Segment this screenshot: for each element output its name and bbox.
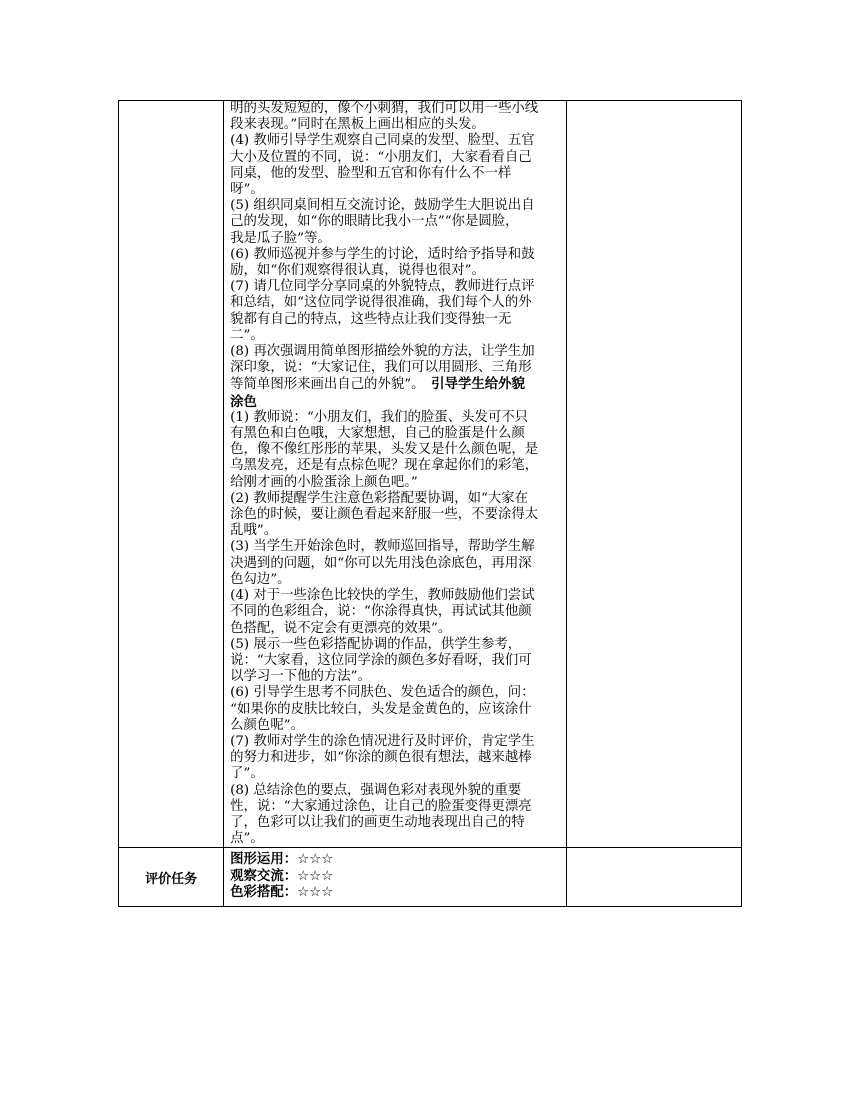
text-line: 么颜色呢”。 [230,717,304,733]
text-line: (6) 引导学生思考不同肤色、发色适合的颜色，问： [230,685,535,701]
text-line: (7) 请几位同学分享同桌的外貌特点，教师进行点评 [230,279,535,295]
process-content-cell [224,101,567,848]
evaluation-item [230,869,562,886]
text-line: 乌黑发亮，还是有点棕色呢？现在拿起你们的彩笔， [230,458,539,474]
text-line: 给刚才画的小脸蛋涂上颜色吧。” [230,474,418,490]
rating-stars[interactable]: ☆☆☆ [297,868,334,884]
text-line: (1) 教师说：“小朋友们，我们的脸蛋、头发可不只 [230,409,529,425]
text-line: (5) 组织同桌间相互交流讨论，鼓励学生大胆说出自 [230,198,535,214]
text-line: 乱哦”。 [230,523,278,539]
text-line: 段来表现。”同时在黑板上画出相应的头发。 [230,117,485,133]
text-line: 色勾边”。 [230,571,291,587]
process-lines [230,101,562,376]
text-line: 励，如“你们观察得很认真，说得也很对”。 [230,263,485,279]
text-line: 性，说：“大家通过涂色，让自己的脸蛋变得更漂亮 [230,798,532,814]
section-heading-part2: 涂色 [230,393,257,410]
text-line: 不同的色彩组合，说：“你涂得真快，再试试其他颜 [230,604,532,620]
text-line: 决遇到的问题，如“你可以先用浅色涂底色，再用深 [230,555,532,571]
text-line: 了，色彩可以让我们的画更生动地表现出自己的特 [230,814,525,830]
section-heading-part1: 引导学生给外貌 [431,376,525,393]
text-line: 貌都有自己的特点，这些特点让我们变得独一无 [230,311,512,327]
text-line: (5) 展示一些色彩搭配协调的作品，供学生参考， [230,636,522,652]
evaluation-item-name: 色彩搭配： [230,885,298,901]
rating-stars[interactable]: ☆☆☆ [297,852,334,868]
text-line: (8) 总结涂色的要点，强调色彩对表现外貌的重要 [230,782,522,798]
text-line: (3) 当学生开始涂色时，教师巡回指导，帮助学生解 [230,539,535,555]
text-line: (8) 再次强调用简单图形描绘外貌的方法，让学生加 [230,344,535,360]
last-process-line: 等简单图形来画出自己的外貌”。 [230,377,418,393]
coloring-lines [230,410,562,847]
text-line: 色，像不像红彤彤的苹果，头发又是什么颜色呢，是 [230,442,539,458]
text-line: (4) 教师引导学生观察自己同桌的发型、脸型、五官 [230,133,535,149]
text-line: 二”。 [230,327,264,343]
text-line: (6) 教师巡视并参与学生的讨论，适时给予指导和鼓 [230,246,535,262]
text-line: “如果你的皮肤比较白，头发是金黄色的，应该涂什 [230,701,532,717]
process-label-cell [119,101,224,848]
text-line: 和总结，如“这位同学说得很准确，我们每个人的外 [230,295,532,311]
lesson-plan-table [118,100,742,907]
text-line: 同桌，他的发型、脸型和五官和你有什么不一样 [230,165,512,181]
text-line: 己的发现，如“你的眼睛比我小一点”“你是圆脸， [230,214,519,230]
text-line: 大小及位置的不同，说：“小朋友们，大家看看自己 [230,149,532,165]
text-line: 深印象，说：“大家记住，我们可以用圆形、三角形 [230,360,532,376]
evaluation-item-name: 图形运用： [230,852,298,868]
text-line: 以学习一下他的方法”。 [230,669,371,685]
text-line: 我是瓜子脸”等。 [230,230,331,246]
text-line: (2) 教师提醒学生注意色彩搭配要协调，如“大家在 [230,490,529,506]
text-line: (7) 教师对学生的涂色情况进行及时评价，肯定学生 [230,733,535,749]
text-line: 的努力和进步，如“你涂的颜色很有想法，越来越棒 [230,750,532,766]
evaluation-items-cell [224,848,567,907]
evaluation-item-name: 观察交流： [230,868,298,884]
process-row [119,101,742,848]
text-line: 呀”。 [230,182,264,198]
evaluation-item [230,852,562,869]
evaluation-label: 评价任务 [119,848,224,907]
text-line: 说：“大家看，这位同学涂的颜色多好看呀，我们可 [230,652,532,668]
evaluation-item [230,885,562,902]
section-heading-line [230,376,562,393]
rating-stars[interactable]: ☆☆☆ [297,885,334,901]
text-line: 有黑色和白色哦，大家想想，自己的脸蛋是什么颜 [230,426,525,442]
text-line: 了”。 [230,766,264,782]
evaluation-notes-cell [566,848,741,907]
text-line: 色搭配，说不定会有更漂亮的效果”。 [230,620,452,636]
text-line: 点”。 [230,831,264,847]
text-line: 涂色的时候，要让颜色看起来舒服一些，不要涂得太 [230,507,539,523]
text-line: 明的头发短短的，像个小刺猬，我们可以用一些小线 [230,101,539,116]
evaluation-row [119,848,742,907]
notes-cell [566,101,741,848]
text-line: (4) 对于一些涂色比较快的学生，教师鼓励他们尝试 [230,588,535,604]
